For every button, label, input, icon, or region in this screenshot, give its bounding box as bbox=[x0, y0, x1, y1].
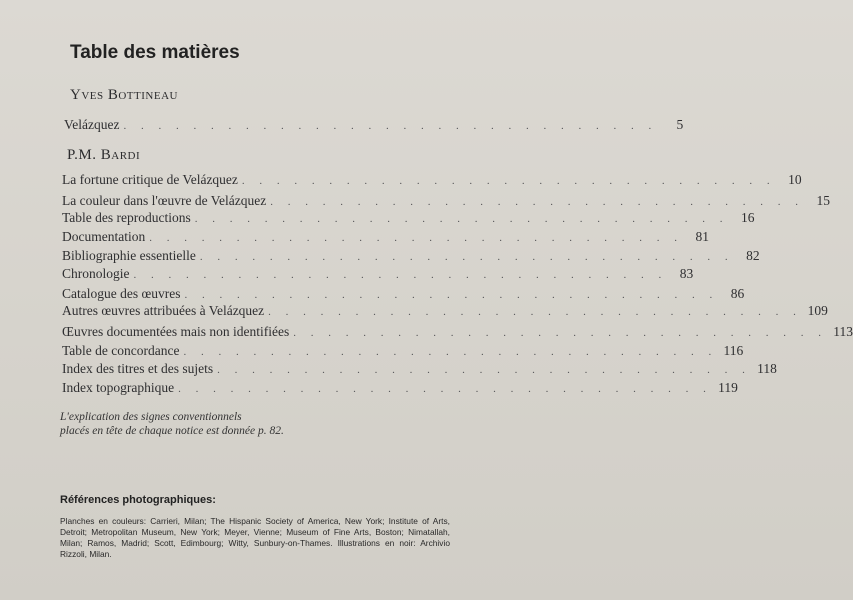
toc-entry-page: 82 bbox=[746, 248, 760, 263]
toc-entry bbox=[62, 361, 777, 379]
toc-entry bbox=[62, 343, 744, 361]
dot-leader: . . . . . . . . . . . . . . . . . . . . . . . . . . . . . . . bbox=[149, 232, 683, 244]
dot-leader: . . . . . . . . . . . . . . . . . . . . . . . . . . . . . . . bbox=[217, 364, 751, 376]
toc-entry-page: 83 bbox=[679, 266, 694, 281]
toc-entry-page: 119 bbox=[718, 380, 738, 395]
toc-entry bbox=[62, 229, 709, 247]
explanatory-note bbox=[60, 410, 360, 438]
toc-entry bbox=[62, 324, 853, 342]
toc-entry-page: 81 bbox=[695, 229, 709, 244]
dot-leader: . . . . . . . . . . . . . . . . . . . . . . . . . . . . . . . bbox=[123, 120, 658, 132]
credits-heading: Références photographiques: bbox=[60, 494, 216, 506]
dot-leader: . . . . . . . . . . . . . . . . . . . . . . . . . . . . . . . bbox=[178, 383, 712, 395]
toc-entry-page: 5 bbox=[676, 117, 684, 132]
dot-leader: . . . . . . . . . . . . . . . . . . . . . . . . . . . . . . . bbox=[270, 196, 804, 208]
toc-entry-page: 10 bbox=[788, 172, 802, 187]
toc-entry bbox=[62, 266, 694, 284]
toc-entry-page: 86 bbox=[730, 286, 745, 301]
toc-entry-page: 16 bbox=[741, 210, 755, 225]
toc-entry-label: Chronologie bbox=[62, 266, 130, 281]
toc-entry-label: La fortune critique de Velázquez bbox=[62, 172, 238, 187]
toc-entry-label: Autres œuvres attribuées à Velázquez bbox=[62, 303, 265, 318]
toc-entry bbox=[62, 380, 738, 398]
toc-entry-label: Velázquez bbox=[64, 117, 120, 132]
toc-entry-label: Index topographique bbox=[62, 380, 175, 395]
toc-entry bbox=[62, 210, 755, 228]
note-line-2: placés en tête de chaque notice est donnée p. 82. bbox=[60, 425, 284, 437]
dot-leader: . . . . . . . . . . . . . . . . . . . . . . . . . . . . . . . bbox=[268, 306, 802, 318]
toc-entry-label: Index des titres et des sujets bbox=[62, 361, 214, 376]
toc-entry-label: Catalogue des œuvres bbox=[62, 286, 181, 301]
toc-entry-page: 118 bbox=[757, 361, 777, 376]
toc-entry-page: 15 bbox=[816, 193, 830, 208]
dot-leader: . . . . . . . . . . . . . . . . . . . . . . . . . . . . . . . bbox=[183, 346, 718, 358]
dot-leader: . . . . . . . . . . . . . . . . . . . . . . . . . . . . . . . bbox=[241, 175, 776, 187]
toc-entry bbox=[64, 117, 684, 135]
page-title: Table des matières bbox=[70, 42, 240, 63]
author-bardi: P.M. Bardi bbox=[67, 147, 141, 163]
dot-leader: . . . . . . . . . . . . . . . . . . . . . . . . . . . . . . . bbox=[194, 213, 729, 225]
note-line-1: L'explication des signes conventionnels bbox=[60, 411, 242, 423]
toc-entry bbox=[62, 286, 745, 304]
toc-entry-page: 116 bbox=[723, 343, 744, 358]
dot-leader: . . . . . . . . . . . . . . . . . . . . . . . . . . . . . . . bbox=[293, 327, 827, 339]
toc-entry-label: Œuvres documentées mais non identifiées bbox=[62, 324, 290, 339]
toc-entry bbox=[62, 303, 828, 321]
toc-entry-label: Table des reproductions bbox=[62, 210, 191, 225]
toc-entry bbox=[62, 172, 802, 190]
credits-text: Planches en couleurs: Carrieri, Milan; The Hispanic Society of America, New York; Institute of Arts, Detroit; Metropolitan Museum, New York; Meyer, Vienne; Museum of Fine Arts, Boston; Nimatallah, Milan; Ramos, Madrid; Scott, Edimbourg; Witty, Sunbury-on-Thames. Illustrations en noir: Archivio Rizzoli, Milan. bbox=[60, 516, 450, 559]
toc-entry-page: 113 bbox=[833, 324, 853, 339]
toc-entry-label: Documentation bbox=[62, 229, 146, 244]
toc-entry-label: La couleur dans l'œuvre de Velázquez bbox=[62, 193, 267, 208]
toc-entry bbox=[62, 193, 830, 211]
toc-entry-page: 109 bbox=[807, 303, 828, 318]
dot-leader: . . . . . . . . . . . . . . . . . . . . . . . . . . . . . . . bbox=[133, 269, 668, 281]
toc-entry bbox=[62, 248, 760, 266]
author-bottineau: Yves Bottineau bbox=[70, 87, 178, 103]
dot-leader: . . . . . . . . . . . . . . . . . . . . . . . . . . . . . . . bbox=[199, 251, 734, 263]
toc-entry-label: Bibliographie essentielle bbox=[62, 248, 196, 263]
toc-entry-label: Table de concordance bbox=[62, 343, 180, 358]
dot-leader: . . . . . . . . . . . . . . . . . . . . . . . . . . . . . . . bbox=[184, 289, 719, 301]
